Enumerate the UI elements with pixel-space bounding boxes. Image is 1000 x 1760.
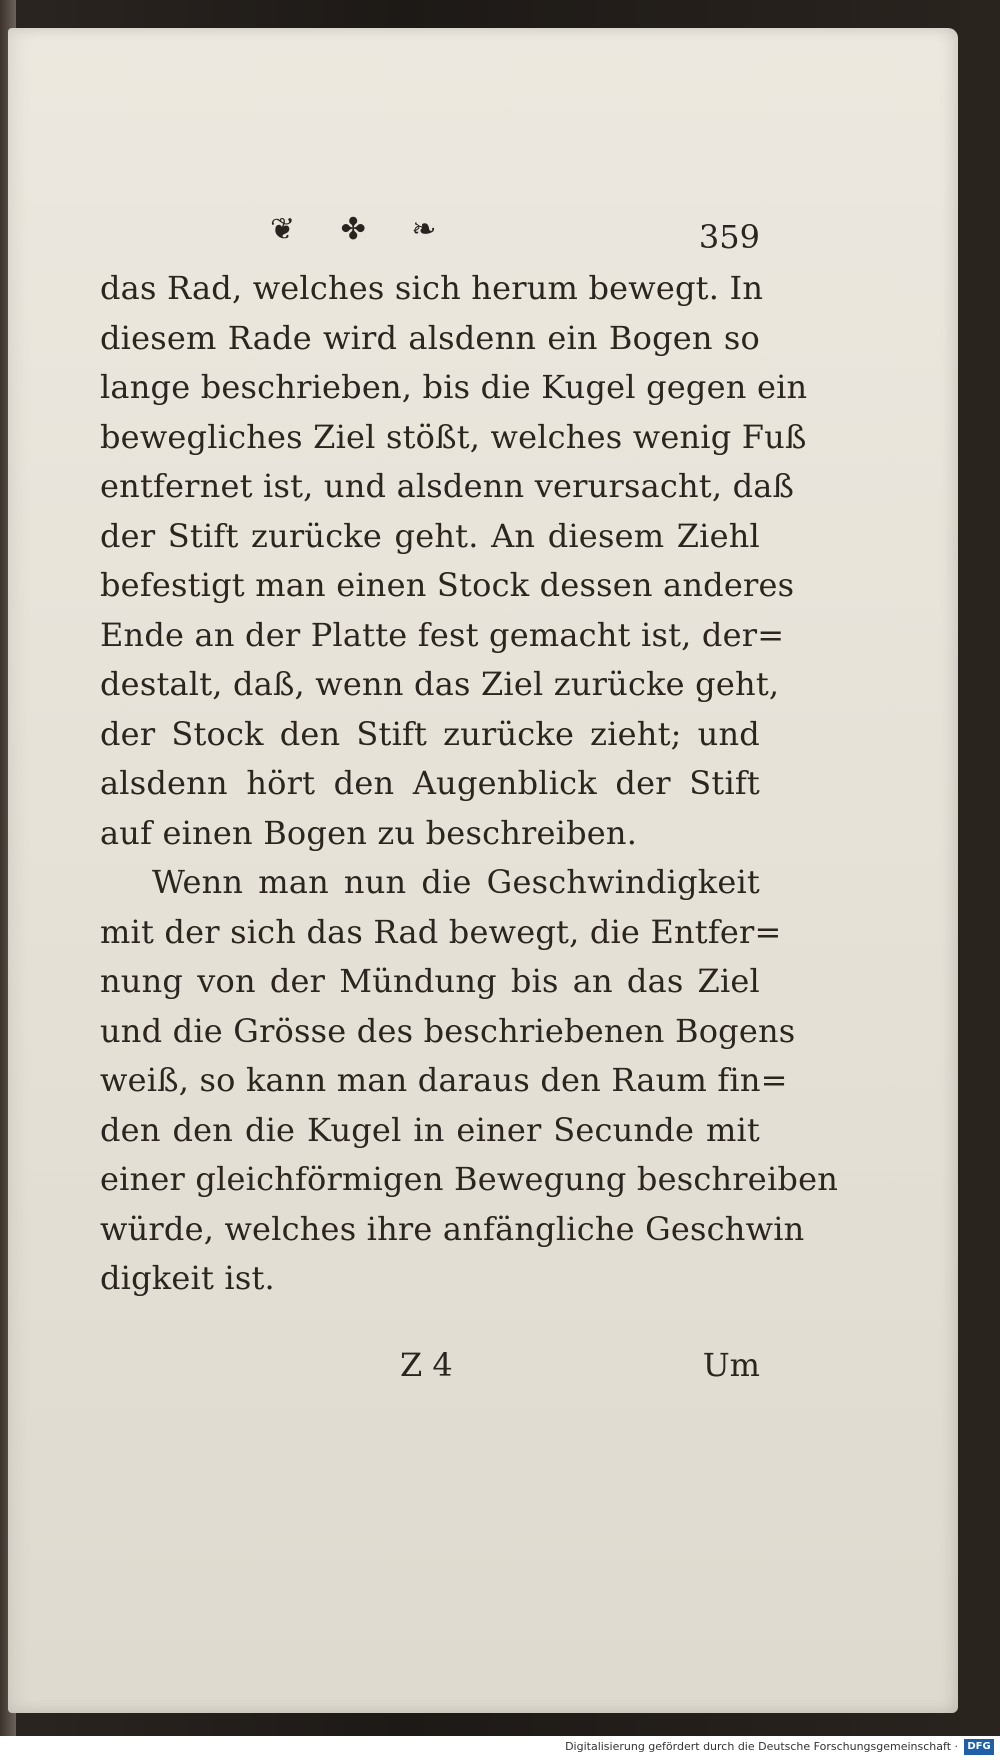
page-number: 359 bbox=[698, 218, 760, 256]
page-footer bbox=[100, 1346, 760, 1396]
text-line: würde, welches ihre anfängliche Geschwin bbox=[100, 1209, 805, 1248]
page-content bbox=[100, 204, 839, 1396]
text-line: weiß, so kann man daraus den Raum fin= bbox=[100, 1061, 788, 1099]
text-line: das Rad, welches sich herum bewegt. In bbox=[100, 269, 764, 307]
catchword: Um bbox=[702, 1345, 760, 1384]
text-line: Wenn man nun die Geschwindigkeit bbox=[152, 863, 760, 901]
text-line: befestigt man einen Stock dessen anderes bbox=[100, 566, 795, 604]
dfg-logo-icon: DFG bbox=[964, 1739, 994, 1755]
book-page bbox=[8, 28, 958, 1713]
text-line: bewegliches Ziel stößt, welches wenig Fuß bbox=[100, 417, 807, 456]
page-header bbox=[100, 204, 760, 264]
digitization-credit-bar bbox=[0, 1736, 1000, 1760]
text-line: der Stift zurücke geht. An diesem Ziehl bbox=[100, 516, 760, 555]
text-line: nung von der Mündung bis an das Ziel bbox=[100, 962, 760, 1000]
text-line: und die Grösse des beschriebenen Bogens bbox=[100, 1011, 796, 1050]
text-line: digkeit ist. bbox=[100, 1259, 275, 1297]
text-line: den den die Kugel in einer Secunde mit bbox=[100, 1110, 760, 1149]
digitization-credit: Digitalisierung gefördert durch die Deutsche Forschungsgemeinschaft · bbox=[565, 1740, 958, 1753]
text-line: diesem Rade wird alsdenn ein Bogen so bbox=[100, 318, 760, 357]
text-line: auf einen Bogen zu beschreiben. bbox=[100, 813, 638, 852]
text-line: destalt, daß, wenn das Ziel zurücke geht, bbox=[100, 665, 780, 703]
text-line: mit der sich das Rad bewegt, die Entfer= bbox=[100, 912, 782, 951]
ornament-icon: ❦ ✤ ❧ bbox=[270, 212, 455, 247]
text-line: Ende an der Platte fest gemacht ist, der= bbox=[100, 615, 785, 654]
paragraph-1 bbox=[100, 264, 808, 858]
text-line: alsdenn hört den Augenblick der Stift bbox=[100, 764, 760, 802]
paragraph-2 bbox=[100, 858, 839, 1304]
text-line: der Stock den Stift zurücke zieht; und bbox=[100, 714, 760, 753]
signature-mark: Z 4 bbox=[400, 1345, 453, 1384]
text-line: entfernet ist, und alsdenn verursacht, daß bbox=[100, 467, 795, 505]
text-line: einer gleichförmigen Bewegung beschreiben bbox=[100, 1160, 839, 1198]
text-line: lange beschrieben, bis die Kugel gegen ein bbox=[100, 368, 808, 406]
